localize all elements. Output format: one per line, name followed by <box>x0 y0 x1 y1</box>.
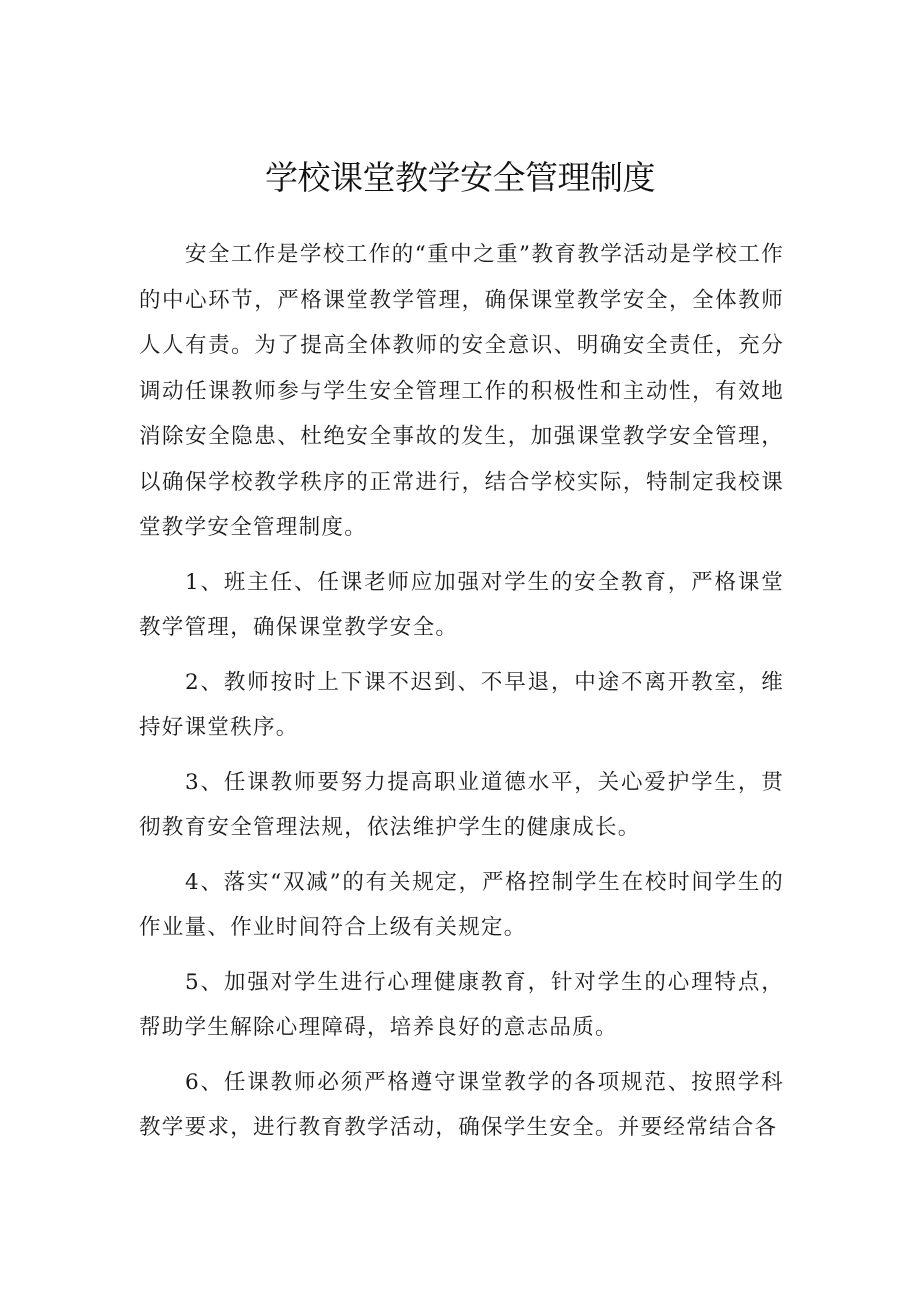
document-body <box>139 232 784 1160</box>
paragraph-item-1: 1、班主任、任课老师应加强对学生的安全教育，严格课堂教学管理，确保课堂教学安全。 <box>139 569 784 640</box>
paragraph-item-4: 4、落实“双减”的有关规定，严格控制学生在校时间学生的作业量、作业时间符合上级有关规定。 <box>139 869 784 940</box>
paragraph-item-2: 2、教师按时上下课不迟到、不早退，中途不离开教室，维持好课堂秩序。 <box>139 669 784 740</box>
paragraph-intro: 安全工作是学校工作的“重中之重”教育教学活动是学校工作的中心环节，严格课堂教学管理，确保课堂教学安全，全体教师人人有责。为了提高全体教师的安全意识、明确安全责任，充分调动任课教师参与学生安全管理工作的积极性和主动性，有效地消除安全隐患、杜绝安全事故的发生，加强课堂教学安全管理，以确保学校教学秩序的正常进行，结合学校实际，特制定我校课堂教学安全管理制度。 <box>139 242 784 540</box>
paragraph-item-3: 3、任课教师要努力提高职业道德水平，关心爱护学生，贯彻教育安全管理法规，依法维护学生的健康成长。 <box>139 769 784 840</box>
paragraph-item-6: 6、任课教师必须严格遵守课堂教学的各项规范、按照学科教学要求，进行教育教学活动，确保学生安全。并要经常结合各 <box>139 1069 784 1140</box>
paragraph-item-5: 5、加强对学生进行心理健康教育，针对学生的心理特点，帮助学生解除心理障碍，培养良好的意志品质。 <box>139 969 784 1040</box>
document-title: 学校课堂教学安全管理制度 <box>265 158 655 197</box>
